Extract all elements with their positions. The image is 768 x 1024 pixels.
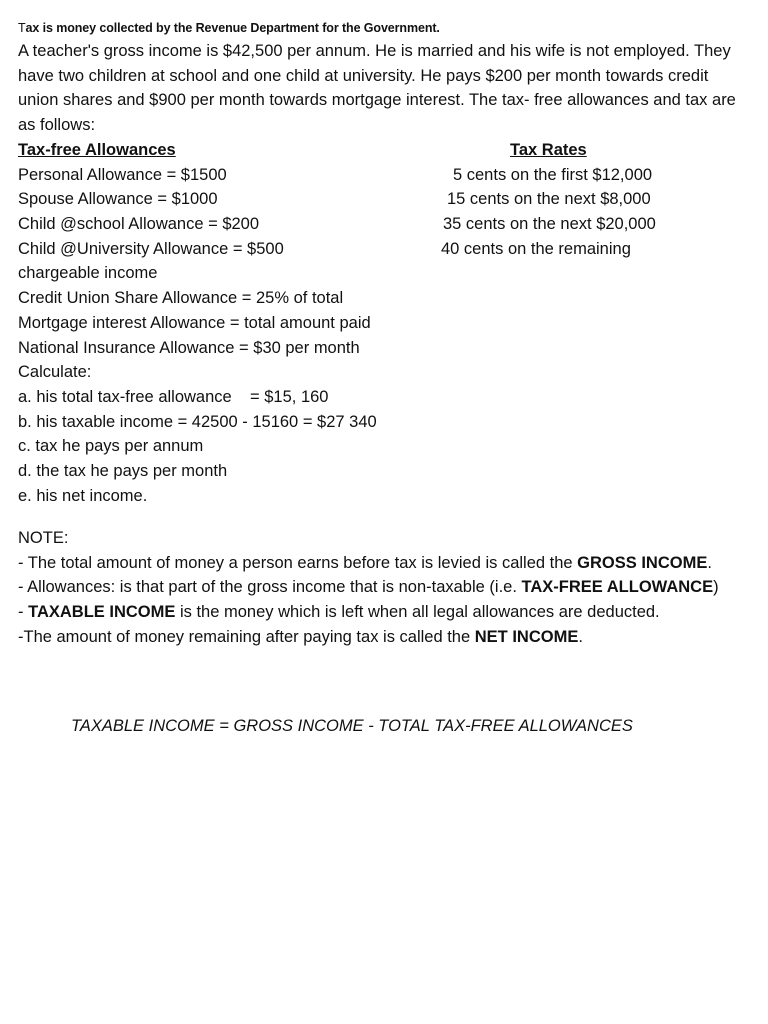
note-label: NOTE: — [18, 529, 69, 547]
calc-item-c — [18, 434, 748, 459]
note-line-allowances — [18, 575, 738, 600]
row-titles — [18, 138, 748, 163]
calc-item-e — [18, 484, 748, 509]
note-text: . — [578, 627, 583, 646]
calc-item: b. his taxable income = 42500 - 15160 = $27 340 — [18, 412, 377, 431]
allowances-and-rates — [18, 138, 748, 508]
allowance-item: Child @University Allowance = $500 — [18, 239, 284, 258]
allowance-item: Credit Union Share Allowance = 25% of total — [18, 289, 344, 308]
allowance-item: chargeable income — [18, 264, 158, 283]
allowance-item: Personal Allowance = $1500 — [18, 165, 227, 184]
tax-rate-item: 15 cents on the next $8,000 — [447, 190, 651, 209]
heading-first-letter: T — [18, 21, 26, 35]
note-line-net-income — [18, 625, 738, 650]
tax-rate-item: 40 cents on the remaining — [441, 239, 631, 258]
calc-item-d — [18, 459, 748, 484]
row-3 — [18, 212, 748, 237]
note-bold-term: GROSS INCOME — [577, 553, 708, 572]
allowance-item: Child @school Allowance = $200 — [18, 215, 260, 234]
heading-text: ax is money collected by the Revenue Department for the Government. — [25, 21, 440, 35]
tax-rate-item: 5 cents on the first $12,000 — [453, 165, 653, 184]
note-bold-term: TAXABLE INCOME — [28, 603, 176, 622]
allowances-title: Tax-free Allowances — [18, 141, 176, 159]
note-text: - — [18, 603, 29, 622]
calc-item: d. the tax he pays per month — [18, 461, 228, 480]
intro-text: A teacher's gross income is $42,500 per annum. He is married and his wife is not employed. They have two children at school and one child at university. He pays $200 per month towards credit union shares and $900 per month towards mortgage interest. The tax- free allowances and tax are as follows: — [18, 42, 736, 135]
row-2 — [18, 187, 748, 212]
note-text: - The total amount of money a person earns before tax is levied is called the — [18, 553, 578, 572]
page-heading — [18, 21, 440, 35]
calc-item: a. his total tax-free allowance = $15, 160 — [18, 387, 329, 406]
note-line-taxable-income — [18, 600, 738, 625]
row-7 — [18, 311, 748, 336]
allowance-item: National Insurance Allowance = $30 per month — [18, 338, 360, 357]
row-6 — [18, 286, 748, 311]
tax-rates-title: Tax Rates — [510, 141, 587, 159]
calculate-label: Calculate: — [18, 363, 92, 382]
calc-item: c. tax he pays per annum — [18, 437, 204, 456]
row-8 — [18, 336, 748, 361]
calc-item-b — [18, 410, 748, 435]
note-text: - Allowances: is that part of the gross income that is non-taxable (i.e. — [18, 578, 522, 597]
row-1 — [18, 163, 748, 188]
note-text: -The amount of money remaining after paying tax is called the — [18, 627, 475, 646]
allowance-item: Spouse Allowance = $1000 — [18, 190, 218, 209]
note-bold-term: TAX-FREE ALLOWANCE — [521, 578, 714, 597]
row-4 — [18, 237, 748, 262]
calc-item-a — [18, 385, 748, 410]
note-section — [18, 526, 738, 650]
note-line-gross-income — [18, 551, 738, 576]
calculate-label-row — [18, 360, 748, 385]
note-text: is the money which is left when all legal allowances are deducted. — [175, 603, 660, 622]
note-text: . — [707, 553, 712, 572]
row-5 — [18, 261, 748, 286]
tax-rate-item: 35 cents on the next $20,000 — [443, 215, 656, 234]
allowance-item: Mortgage interest Allowance = total amount paid — [18, 313, 371, 332]
calc-item: e. his net income. — [18, 486, 148, 505]
note-bold-term: NET INCOME — [474, 627, 579, 646]
intro-paragraph — [18, 39, 738, 138]
note-text: ) — [713, 578, 719, 597]
taxable-income-formula: TAXABLE INCOME = GROSS INCOME - TOTAL TAX-FREE ALLOWANCES — [71, 717, 633, 735]
